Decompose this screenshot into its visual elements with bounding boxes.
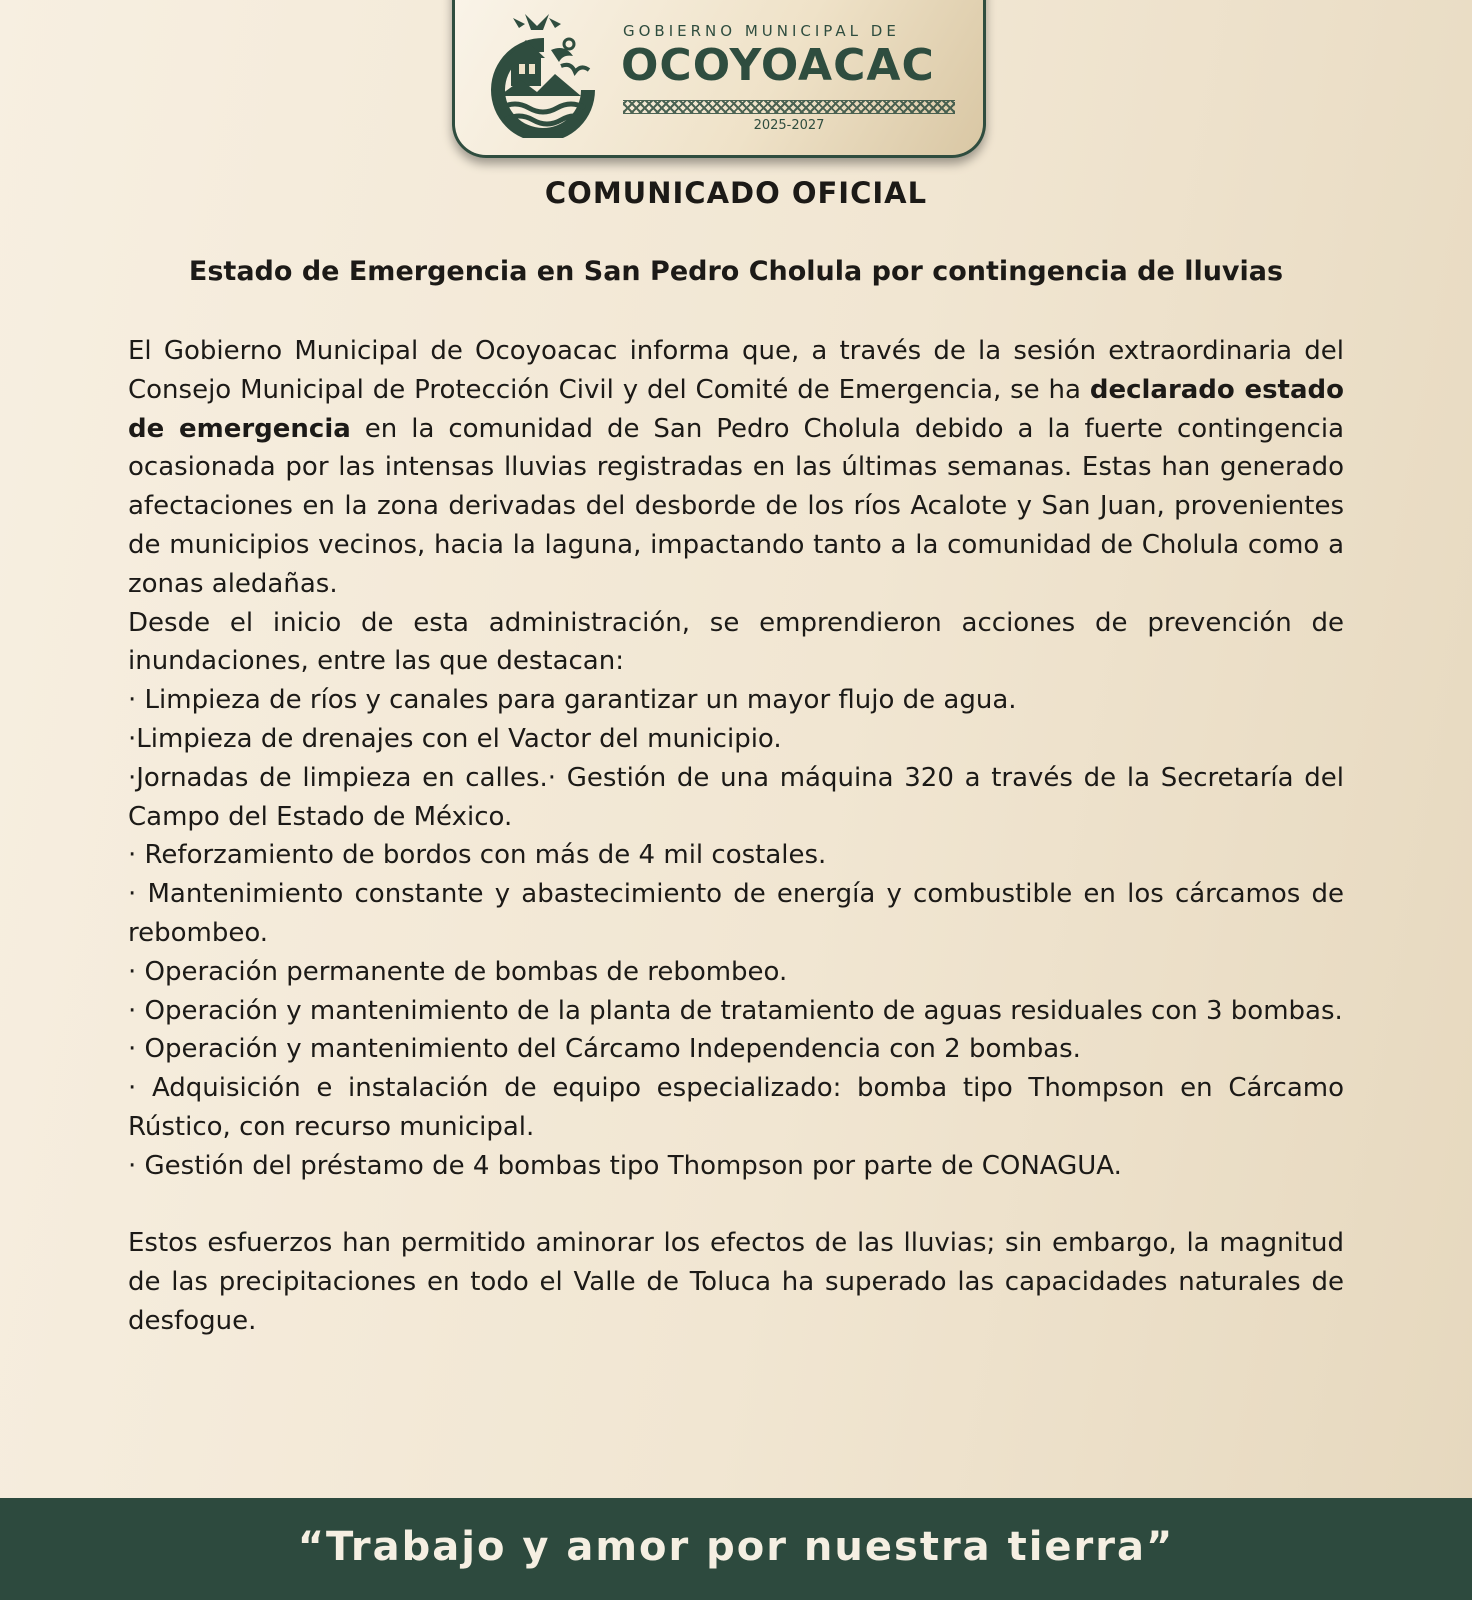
action-item: ·Jornadas de limpieza en calles.· Gestión de una máquina 320 a través de la Secretaría del Campo del Estado de México. xyxy=(128,762,1344,832)
intro-paragraph xyxy=(128,332,1344,604)
action-item: · Gestión del préstamo de 4 bombas tipo Thompson por parte de CONAGUA. xyxy=(128,1150,1122,1181)
actions-intro: Desde el inicio de esta administración, se emprendieron acciones de prevención de inundaciones, entre las que destacan: xyxy=(128,607,1344,677)
header-card xyxy=(452,0,986,158)
action-item: · Operación y mantenimiento del Cárcamo Independencia con 2 bombas. xyxy=(128,1034,1081,1065)
action-item: · Operación y mantenimiento de la planta de tratamiento de aguas residuales con 3 bombas. xyxy=(128,995,1343,1026)
footer-slogan: “Trabajo y amor por nuestra tierra” xyxy=(297,1524,1175,1570)
intro-text-bold: declarado estado de emergencia xyxy=(128,374,1344,444)
action-item: · Operación permanente de bombas de rebombeo. xyxy=(128,956,788,987)
administration-period: 2025-2027 xyxy=(753,118,825,133)
action-item: ·Limpieza de drenajes con el Vactor del municipio. xyxy=(128,723,782,754)
municipal-emblem-icon xyxy=(485,4,603,138)
municipality-name: OCOYOACAC xyxy=(621,40,935,91)
footer-band xyxy=(0,1498,1472,1600)
intro-text-end: en la comunidad de San Pedro Cholula debido a la fuerte contingencia ocasionada por las intensas lluvias registradas en las últimas semanas. Estas han generado afectaciones en la zona derivadas del desborde de los ríos Acalote y San Juan, provenientes de municipios vecinos, hacia la laguna, impactando tanto a la comunidad de Cholula como a zonas aledañas. xyxy=(128,413,1344,599)
government-line: GOBIERNO MUNICIPAL DE xyxy=(623,22,900,40)
document-subtitle: Estado de Emergencia en San Pedro Cholula por contingencia de lluvias xyxy=(188,256,1284,287)
document-body xyxy=(128,332,1344,1341)
paragraph-gap xyxy=(128,1186,1344,1225)
document-title: COMUNICADO OFICIAL xyxy=(544,176,928,210)
action-item: · Limpieza de ríos y canales para garantizar un mayor flujo de agua. xyxy=(128,685,1017,716)
action-item: · Reforzamiento de bordos con más de 4 mil costales. xyxy=(128,840,827,871)
action-item: · Adquisición e instalación de equipo especializado: bomba tipo Thompson en Cárcamo Rústico, con recurso municipal. xyxy=(128,1073,1344,1142)
decorative-pattern xyxy=(623,100,955,114)
intro-text-start: El Gobierno Municipal de Ocoyoacac informa que, a través de la sesión extraordinaria del Consejo Municipal de Protección Civil y del Comité de Emergencia, se ha xyxy=(128,336,1344,405)
action-item: · Mantenimiento constante y abastecimiento de energía y combustible en los cárcamos de rebombeo. xyxy=(128,879,1344,948)
closing-paragraph: Estos esfuerzos han permitido aminorar los efectos de las lluvias; sin embargo, la magnitud de las precipitaciones en todo el Valle de Toluca ha superado las capacidades naturales de desfogue. xyxy=(128,1228,1344,1336)
